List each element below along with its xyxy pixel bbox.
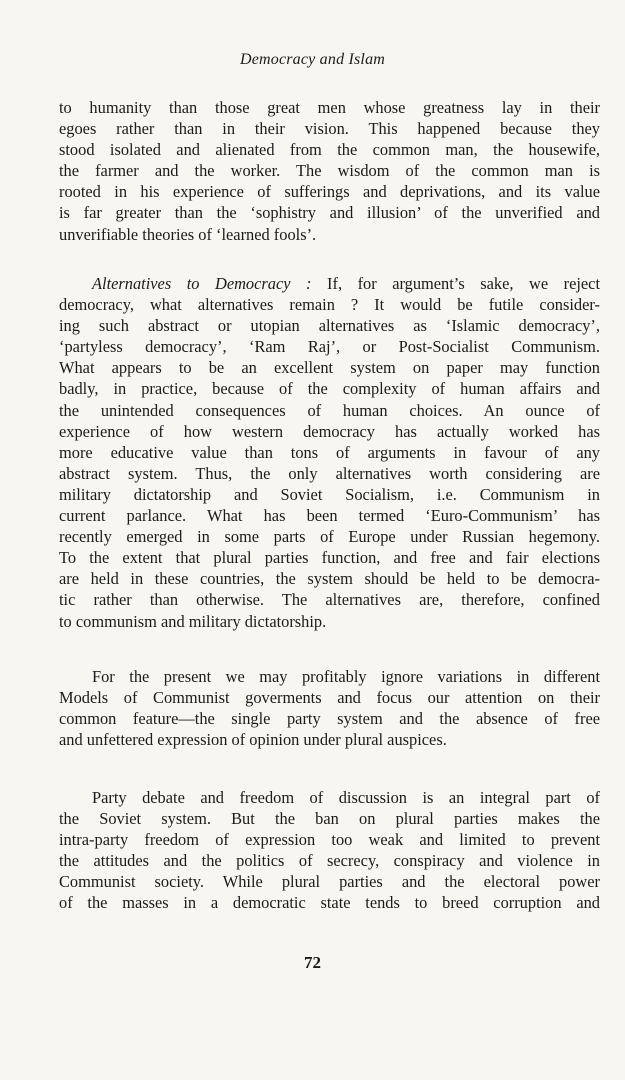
paragraph-4 [59, 787, 600, 914]
text-line: current parlance. What has been termed ‘Euro-Communism’ has [59, 506, 600, 526]
text-line: are held in these countries, the system should be held to be democra- [59, 569, 600, 589]
text-line: Party debate and freedom of discussion is an integral part of [92, 788, 600, 807]
text-line: Models of Communist goverments and focus our attention on their [59, 688, 600, 708]
text-line: is far greater than the ‘sophistry and illusion’ of the unverified and [59, 203, 600, 223]
paragraph-2 [59, 273, 600, 632]
text-line: democracy, what alternatives remain ? It would be futile consider- [59, 295, 600, 315]
text-line: to communism and military dictatorship. [59, 611, 327, 631]
section-lead-in: Alternatives to Democracy : [92, 274, 312, 293]
text-line: to humanity than those great men whose greatness lay in their [59, 98, 600, 117]
text-line: of the masses in a democratic state tends to breed corruption and [59, 893, 600, 913]
text-line: common feature—the single party system and the absence of free [59, 709, 600, 729]
text-line: What appears to be an excellent system on paper may function [59, 358, 600, 378]
paragraph-1 [59, 97, 600, 245]
text-line: the farmer and the worker. The wisdom of the common man is [59, 161, 600, 181]
text-line: unverifiable theories of ‘learned fools’. [59, 224, 317, 244]
paragraph-3 [59, 666, 600, 750]
text-line: the unintended consequences of human choices. An ounce of [59, 400, 600, 420]
text-line: egoes rather than in their vision. This happened because they [59, 119, 600, 139]
text-line: intra-party freedom of expression too weak and limited to prevent [59, 830, 600, 850]
text-line: experience of how western democracy has actually worked has [59, 421, 600, 441]
text-line: the Soviet system. But the ban on plural parties makes the [59, 809, 600, 829]
text-line: the attitudes and the politics of secrecy, conspiracy and violence in [59, 851, 600, 871]
text-line: and unfettered expression of opinion under plural auspices. [59, 730, 447, 750]
text-line: rooted in his experience of sufferings and deprivations, and its value [59, 182, 600, 202]
page-number: 72 [304, 953, 321, 972]
text-line: For the present we may profitably ignore variations in different [92, 667, 600, 686]
running-head: Democracy and Islam [239, 51, 386, 68]
text-line: Communist society. While plural parties and the electoral power [59, 872, 600, 892]
text-line: stood isolated and alienated from the common man, the housewife, [59, 140, 600, 160]
text-line-rest: If, for argument’s sake, we reject [311, 274, 601, 293]
text-line-first [59, 273, 600, 294]
text-line: military dictatorship and Soviet Socialism, i.e. Communism in [59, 484, 600, 504]
text-line: ‘partyless democracy’, ‘Ram Raj’, or Post-Socialist Communism. [59, 337, 600, 357]
text-line: tic rather than otherwise. The alternatives are, therefore, confined [59, 590, 600, 610]
text-line: To the extent that plural parties function, and free and fair elections [59, 548, 600, 568]
text-line: abstract system. Thus, the only alternatives worth considering are [59, 463, 600, 483]
text-line: ing such abstract or utopian alternatives as ‘Islamic democracy’, [59, 316, 600, 336]
text-line: recently emerged in some parts of Europe under Russian hegemony. [59, 527, 600, 547]
text-line: more educative value than tons of arguments in favour of any [59, 442, 600, 462]
text-line: badly, in practice, because of the complexity of human affairs and [59, 379, 600, 399]
